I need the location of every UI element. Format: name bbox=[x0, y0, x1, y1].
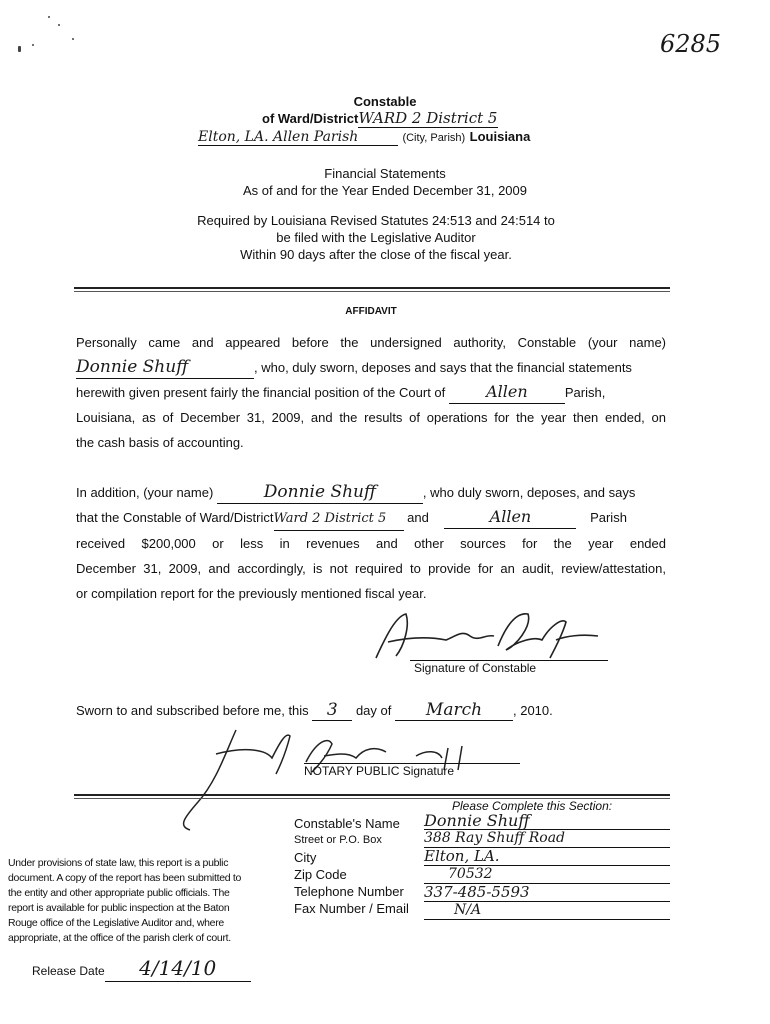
p2-line-5: or compilation report for the previously mentioned fiscal year. bbox=[76, 586, 427, 601]
statements-block bbox=[0, 165, 770, 199]
city-label: City bbox=[294, 850, 317, 865]
p1-line-3-pre: herewith given present fairly the financial position of the Court of bbox=[76, 385, 446, 400]
p2-parish-hand: Allen bbox=[444, 506, 576, 529]
release-date-line bbox=[32, 955, 251, 982]
city-parish-value: Elton, LA. Allen Parish bbox=[198, 129, 398, 146]
p2-ward-hand: Ward 2 District 5 bbox=[274, 508, 404, 531]
sworn-line bbox=[76, 700, 553, 721]
constable-signature bbox=[366, 606, 606, 666]
p2-line-2 bbox=[76, 505, 666, 531]
constable-name-hand: Donnie Shuff bbox=[76, 356, 254, 379]
constable-name-label: Constable's Name bbox=[294, 816, 400, 831]
sworn-day-hand: 3 bbox=[312, 700, 352, 721]
zip-value: 70532 bbox=[424, 866, 670, 884]
file-number: 6285 bbox=[660, 30, 722, 58]
sworn-day-label: day of bbox=[355, 703, 392, 718]
state-label: Louisiana bbox=[469, 129, 531, 144]
ward-value: WARD 2 District 5 bbox=[358, 109, 498, 127]
p2-line-2-pre: that the Constable of Ward/District bbox=[76, 510, 274, 525]
contact-labels bbox=[294, 815, 409, 917]
required-block bbox=[0, 212, 752, 263]
sworn-pre: Sworn to and subscribed before me, this bbox=[76, 703, 309, 718]
ward-label: of Ward/District bbox=[262, 111, 359, 126]
affidavit-paragraph-2 bbox=[76, 480, 666, 606]
required-line-1: Required by Louisiana Revised Statutes 24:513 and 24:514 to bbox=[197, 213, 555, 228]
required-line-3: Within 90 days after the close of the fiscal year. bbox=[240, 247, 512, 262]
notice-line-6: appropriate, at the office of the parish clerk of court. bbox=[8, 932, 231, 944]
public-notice bbox=[8, 856, 286, 946]
divider-top bbox=[74, 287, 670, 289]
notice-line-4: report is available for public inspection at the Baton bbox=[8, 902, 230, 914]
release-date-hand: 4/14/10 bbox=[105, 955, 251, 982]
notice-line-5: Rouge office of the Legislative Auditor and, where bbox=[8, 917, 224, 929]
p1-line-5: the cash basis of accounting. bbox=[76, 435, 244, 450]
scan-speck bbox=[48, 16, 50, 18]
street-label: Street or P.O. Box bbox=[294, 834, 382, 846]
notice-line-3: the entity and other appropriate public officials. The bbox=[8, 887, 230, 899]
scan-speck bbox=[18, 46, 21, 52]
p2-line-1 bbox=[76, 480, 666, 505]
signature-label: Signature of Constable bbox=[414, 661, 537, 675]
notary-label: NOTARY PUBLIC Signature bbox=[304, 764, 455, 778]
affidavit-title: AFFIDAVIT bbox=[345, 306, 397, 317]
form-title: Constable bbox=[353, 94, 417, 109]
constable-name-value: Donnie Shuff bbox=[424, 812, 670, 830]
p2-line-1-pre: In addition, (your name) bbox=[76, 485, 214, 500]
street-value: 388 Ray Shuff Road bbox=[424, 830, 670, 848]
p1-line-1: Personally came and appeared before the undersigned authority, Constable (your name) bbox=[76, 335, 666, 350]
zip-label: Zip Code bbox=[294, 867, 347, 882]
notice-line-1: Under provisions of state law, this report is a public bbox=[8, 857, 229, 869]
city-value: Elton, LA. bbox=[424, 848, 670, 866]
required-line-2: be filed with the Legislative Auditor bbox=[276, 230, 476, 245]
statements-title: Financial Statements bbox=[324, 166, 446, 181]
phone-value: 337-485-5593 bbox=[424, 884, 670, 902]
statements-period: As of and for the Year Ended December 31, 2009 bbox=[242, 183, 528, 198]
p2-line-3: received $200,000 or less in revenues and other sources for the year ended bbox=[76, 536, 666, 551]
contact-values bbox=[424, 812, 670, 920]
sworn-month-hand: March bbox=[395, 700, 513, 721]
p2-line-1-post: , who duly sworn, deposes, and says bbox=[422, 485, 636, 500]
fax-email-value: N/A bbox=[424, 902, 670, 920]
release-date-label: Release Date bbox=[32, 964, 105, 978]
p1-line-4: Louisiana, as of December 31, 2009, and the results of operations for the year then ended, on bbox=[76, 410, 666, 425]
phone-label: Telephone Number bbox=[294, 884, 404, 899]
contact-heading: Please Complete this Section: bbox=[452, 799, 613, 813]
ward-line bbox=[262, 109, 498, 128]
sworn-year: , 2010. bbox=[512, 703, 553, 718]
p1-line-3-post: Parish, bbox=[564, 385, 606, 400]
fax-email-label: Fax Number / Email bbox=[294, 901, 409, 916]
p2-name-hand: Donnie Shuff bbox=[217, 481, 423, 504]
notice-line-2: document. A copy of the report has been submitted to bbox=[8, 872, 242, 884]
p2-line-4: December 31, 2009, and accordingly, is not required to provide for an audit, review/attestation, bbox=[76, 561, 666, 576]
p2-and: and bbox=[407, 510, 429, 525]
p2-parish-label: Parish bbox=[590, 510, 627, 525]
scan-speck bbox=[72, 38, 74, 40]
scan-speck bbox=[32, 44, 34, 46]
city-parish-label: (City, Parish) bbox=[402, 132, 466, 144]
divider-bottom bbox=[74, 794, 670, 796]
divider-top-thin bbox=[74, 291, 670, 292]
city-parish-line bbox=[198, 128, 530, 146]
scan-speck bbox=[58, 24, 60, 26]
p1-line-2-rest: , who, duly sworn, deposes and says that the financial statements bbox=[254, 360, 632, 375]
p1-line-2 bbox=[76, 355, 666, 380]
affidavit-paragraph-1 bbox=[76, 330, 666, 455]
court-parish-hand: Allen bbox=[449, 381, 565, 404]
p1-line-3 bbox=[76, 380, 666, 405]
